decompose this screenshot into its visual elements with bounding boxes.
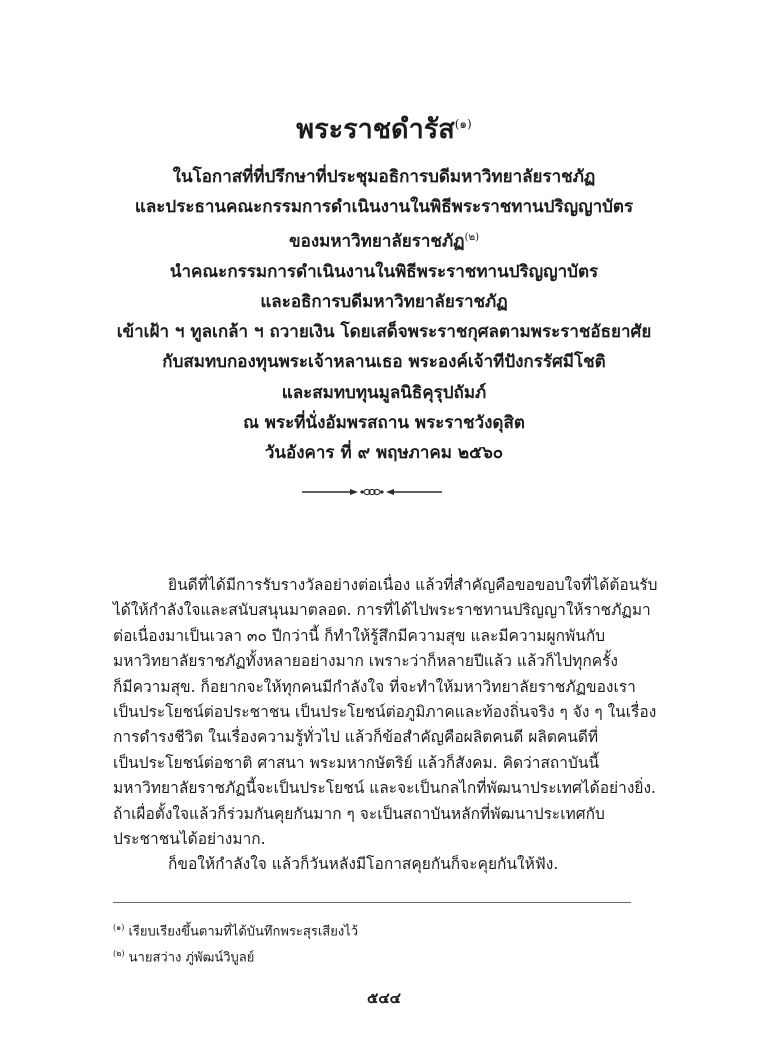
body-line: ได้ให้กำลังใจและสนับสนุนมาตลอด. การที่ได้ไปพระราชทานปริญญาให้ราชภัฏมา (113, 601, 651, 620)
footnote-item (113, 943, 633, 969)
title-text: พระราชดำรัส (296, 114, 455, 145)
body-line: ยินดีที่ได้มีการรับรางวัลอย่างต่อเนื่อง แล้วที่สำคัญคือขอขอบใจที่ได้ต้อนรับ (168, 576, 658, 594)
body-line: ถ้าเผื่อตั้งใจแล้วก็ร่วมกันคุยกันมาก ๆ จะเป็นสถาบันหลักที่พัฒนาประเทศกับ (113, 804, 605, 823)
body-line: มหาวิทยาลัยราชภัฏทั้งหลายอย่างมาก เพราะว่าก็หลายปีแล้ว แล้วก็ไปทุกครั้ง (113, 652, 618, 671)
heading-line-text: ของมหาวิทยาลัยราชภัฏ (289, 231, 465, 252)
heading-line: นำคณะกรรมการดำเนินงานในพิธีพระราชทานปริญญาบัตร (169, 261, 599, 282)
footnote-text: นายสว่าง ภู่พัฒน์วิบูลย์ (128, 950, 255, 966)
body-line: ก็มีความสุข. ก็อยากจะให้ทุกคนมีกำลังใจ ที่จะทำให้มหาวิทยาลัยราชภัฏของเรา (113, 677, 636, 696)
footnotes (113, 917, 633, 970)
heading-line: ในโอกาสที่ที่ปรึกษาที่ประชุมอธิการบดีมหาวิทยาลัยราชภัฏ (172, 167, 596, 187)
heading-line: และอธิการบดีมหาวิทยาลัยราชภัฏ (260, 291, 508, 312)
heading-line: และสมทบทุนมูลนิธิคุรุปถัมภ์ (281, 382, 487, 403)
heading-line (60, 223, 708, 257)
footnote-mark: (๑) (113, 923, 125, 932)
closing-line: ก็ขอให้กำลังใจ แล้วก็วันหลังมีโอกาสคุยกันก็จะคุยกันให้ฟัง. (168, 855, 559, 874)
page-number: ๕๔๔ (366, 989, 402, 1007)
decorative-divider-icon (300, 484, 444, 500)
page-title (0, 106, 768, 148)
heading-footnote-mark: (๒) (464, 231, 479, 243)
heading-line: เข้าเฝ้า ฯ ทูลเกล้า ฯ ถวายเงิน โดยเสด็จพระราชกุศลตามพระราชอัธยาศัย (116, 322, 652, 343)
body-line: การดำรงชีวิต ในเรื่องความรู้ทั่วไป แล้วก็ข้อสำคัญคือผลิตคนดี ผลิตคนดีที่ (113, 728, 599, 747)
footnote-mark: (๒) (113, 949, 125, 959)
heading-line: วันอังคาร ที่ ๙ พฤษภาคม ๒๕๖๐ (264, 443, 504, 464)
heading-line: และประธานคณะกรรมการดำเนินงานในพิธีพระราชทานปริญญาบัตร (134, 197, 634, 218)
heading-line: ณ พระที่นั่งอัมพรสถาน พระราชวังดุสิต (243, 413, 525, 434)
speech-body (113, 573, 658, 878)
body-line: มหาวิทยาลัยราชภัฏนี้จะเป็นประโยชน์ และจะเป็นกลไกที่พัฒนาประเทศได้อย่างยิ่ง. (113, 779, 656, 798)
heading-line: กับสมทบกองทุนพระเจ้าหลานเธอ พระองค์เจ้าทีปังกรรัศมีโชติ (162, 352, 606, 373)
body-line: ต่อเนื่องมาเป็นเวลา ๓๐ ปีกว่านี้ ก็ทำให้รู้สึกมีความสุข และมีความผูกพันกับ (113, 626, 606, 645)
footnote-text: เรียบเรียงขึ้นตามที่ได้บันทึกพระสุรเสียงไว้ (128, 924, 358, 940)
body-line: เป็นประโยชน์ต่อประชาชน เป็นประโยชน์ต่อภูมิภาคและท้องถิ่นจริง ๆ จัง ๆ ในเรื่อง (113, 703, 657, 722)
title-footnote-mark: (๑) (454, 117, 472, 131)
footnote-item (113, 917, 633, 943)
occasion-heading (60, 162, 708, 469)
body-line: ประชาชนได้อย่างมาก. (113, 830, 266, 849)
body-line: เป็นประโยชน์ต่อชาติ ศาสนา พระมหากษัตริย์ แล้วก็สังคม. คิดว่าสถาบันนี้ (113, 753, 600, 772)
footnote-divider (113, 902, 631, 903)
